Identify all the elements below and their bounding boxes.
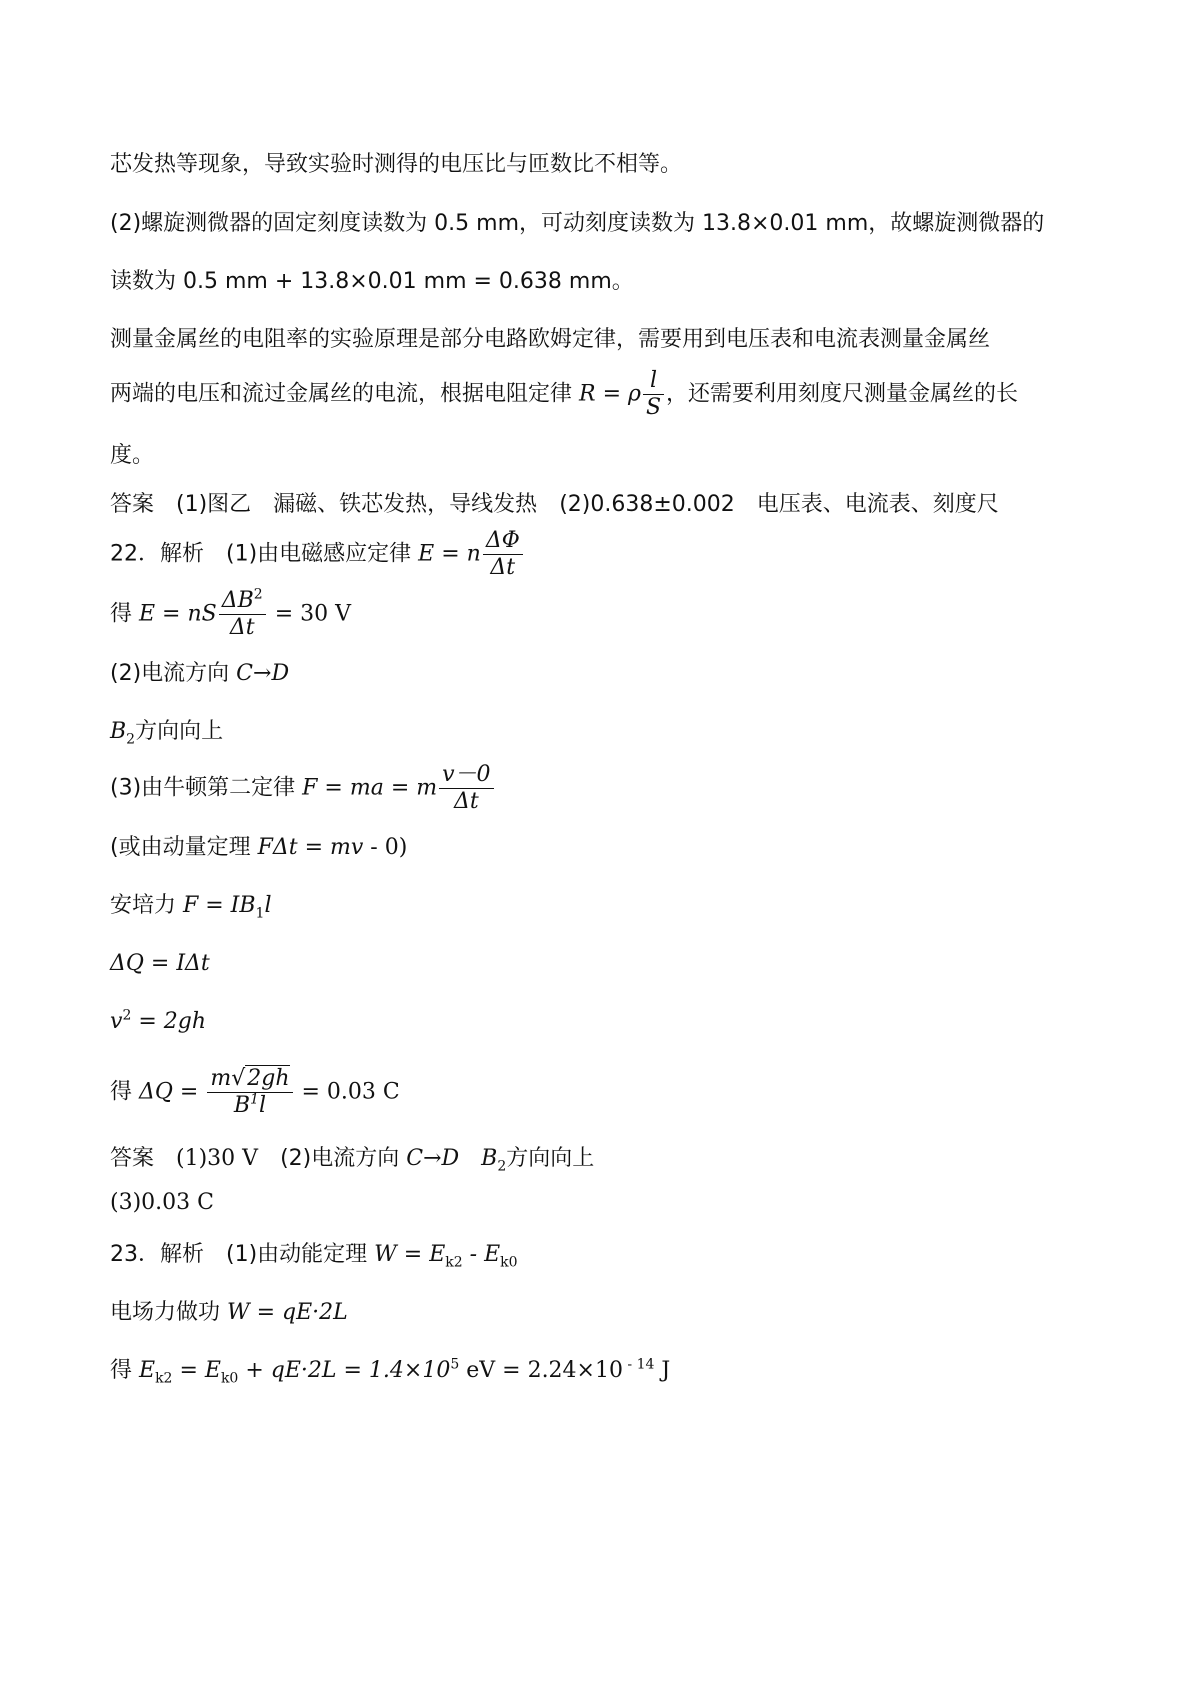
formula-line: 得 ΔQ = $\frac{m√2gh}{B^1l}$ = 0.03 C bbox=[110, 1066, 400, 1118]
formula-line: 安培力 $F = IB_1l$ bbox=[110, 893, 272, 922]
text-line: 读数为 0.5 mm + 13.8×0.01 mm = 0.638 mm。 bbox=[110, 269, 634, 294]
fraction: $\frac{\Delta\Phi}{\Delta t}$ bbox=[483, 528, 523, 581]
answer-line: 答案 (1)30 V (2)电流方向 C→D $B_2$方向向上 bbox=[110, 1146, 595, 1175]
formula-line: $B_2$方向向上 bbox=[110, 719, 224, 748]
formula-line: 得 $E_{k2} = E_{k0} + qE\cdot 2L = 1.4\times 10^5$ eV = 2.24×10 $^{- 14}$ J bbox=[110, 1356, 671, 1387]
sqrt-sign: √ bbox=[231, 1066, 246, 1091]
formula-line: 电场力做功 W = qE·2L bbox=[110, 1300, 348, 1325]
formula-line: $v^2 = 2gh$ bbox=[110, 1007, 207, 1034]
fraction: $\frac{m√2gh}{B^1l}$ bbox=[207, 1066, 292, 1119]
formula-line: 得 E = nS $\frac{\Delta B^2}{\Delta t}$ = 30 V bbox=[110, 586, 352, 640]
q22-header: 22．解析 (1)由电磁感应定律 E = n $\frac{\Delta\Phi}{\Delta t}$ bbox=[110, 528, 525, 581]
answer-line: 答案 (1)图乙 漏磁、铁芯发热，导线发热 (2)0.638±0.002 电压表、电流表、刻度尺 bbox=[110, 492, 999, 517]
text-line: 度。 bbox=[110, 443, 155, 468]
formula-line: (或由动量定理 FΔt = mv - 0) bbox=[110, 835, 408, 860]
fraction: $\frac{l}{S}$ bbox=[643, 368, 664, 421]
q23-header: 23．解析 (1)由动能定理 $W = E_{k2} - E_{k0}$ bbox=[110, 1242, 518, 1271]
resistance-law-line: 两端的电压和流过金属丝的电流，根据电阻定律 R = ρ $\frac{l}{S}$ ，还需要利用刻度尺测量金属丝的长 bbox=[110, 368, 1019, 420]
formula-line: (3)由牛顿第二定律 F = ma = m $\frac{v-0}{\Delta t}$ bbox=[110, 762, 496, 815]
answer-line: (3)0.03 C bbox=[110, 1190, 214, 1215]
formula-line: (2)电流方向 C→D bbox=[110, 661, 290, 686]
fraction: $\frac{\Delta B^2}{\Delta t}$ bbox=[219, 588, 266, 641]
text-line: 测量金属丝的电阻率的实验原理是部分电路欧姆定律，需要用到电压表和电流表测量金属丝 bbox=[110, 327, 991, 352]
text-line: 芯发热等现象，导致实验时测得的电压比与匝数比不相等。 bbox=[110, 152, 683, 177]
text-line: (2)螺旋测微器的固定刻度读数为 0.5 mm，可动刻度读数为 13.8×0.01 mm，故螺旋测微器的 bbox=[110, 211, 1045, 236]
fraction: $\frac{v-0}{\Delta t}$ bbox=[439, 762, 493, 815]
formula-line: ΔQ = IΔt bbox=[110, 951, 210, 976]
